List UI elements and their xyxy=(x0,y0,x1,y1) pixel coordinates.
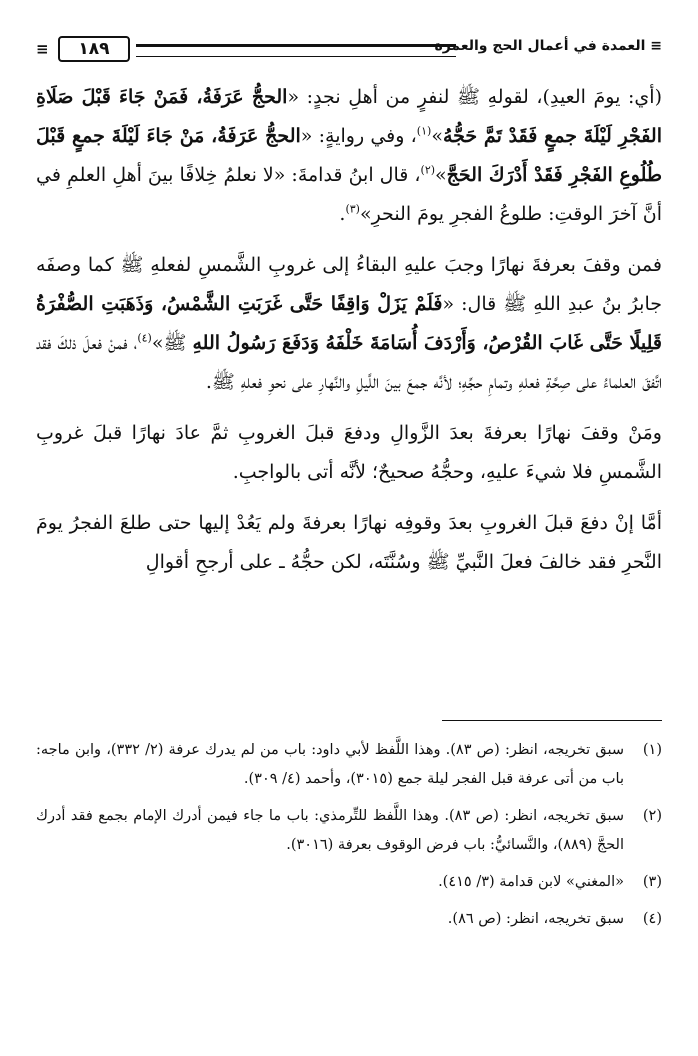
paragraph xyxy=(36,78,662,234)
text-segment: (أي: يومَ العيدِ)، لقولهِ ﷺ لنفرٍ من أهلِ نجدٍ: « xyxy=(287,86,662,108)
footnote-number: (٢) xyxy=(642,808,662,824)
page xyxy=(36,36,662,1026)
footnote-text: «المغني» لابن قدامة (٣/ ٤١٥). xyxy=(438,874,624,890)
footnote-number: (٤) xyxy=(642,911,662,927)
footnote-item xyxy=(36,736,662,794)
text-segment: أمَّا إنْ دفعَ قبلَ الغروبِ بعدَ وقوفِه نهارًا بعرفةَ ولم يَعُدْ إليها حتى طلعَ الفجرُ يومَ النَّحرِ فقد خالفَ فعلَ النَّبيِّ ﷺ وسُنَّتَه، لكن حجُّهُ ـ على أرجحِ أقوالِ xyxy=(36,512,662,573)
footnote-ref: (٢) xyxy=(420,163,436,177)
footnote-separator xyxy=(442,720,662,721)
footnote-ref: (٣) xyxy=(345,202,360,216)
running-header xyxy=(36,36,662,66)
text-segment: ، وفي روايةٍ: « xyxy=(300,125,417,147)
text-segment: ﷺ» xyxy=(151,332,193,354)
footnote-number: (١) xyxy=(642,742,662,758)
text-segment: » xyxy=(431,125,443,147)
text-segment: فمن وقفَ بعرفةَ نهارًا وجبَ عليهِ البقاءُ إلى غروبِ الشَّمسِ لفعلهِ ﷺ كما وصفَه جابرُ بنُ عبدِ اللهِ ﷺ قال: « xyxy=(36,254,662,315)
header-rule xyxy=(136,44,456,57)
footnote-text: سبق تخريجه، انظر: (ص ٨٣). وهذا اللَّفظ لأبي داود: باب من لم يدرك عرفة (٢/ ٣٣٢)، وابن ماجه: باب من أتى عرفة قبل الفجر ليلة جمع (٣٠١٥)، وأحمد (٤/ ٣٠٩). xyxy=(36,742,624,787)
book-title: ≡ العمدة في أعمال الحج والعمرة xyxy=(434,38,662,54)
page-number: ١٨٩ xyxy=(58,36,130,62)
hadith-quote: الحجُّ عَرَفَةُ، مَنْ جَاءَ لَيْلَةَ جمعٍ قَبْلَ طُلُوعِ الفَجْرِ فَقَدْ أَدْرَكَ الحَجَّ xyxy=(36,125,662,186)
text-segment: » xyxy=(435,164,447,186)
main-text xyxy=(36,78,662,582)
footnote-ref: (٤) xyxy=(137,331,152,345)
text-segment: ومَنْ وقفَ نهارًا بعرفةَ بعدَ الزَّوالِ ودفعَ قبلَ الغروبِ ثمَّ عادَ نهارًا قبلَ غروبِ الشَّمسِ فلا شيءَ عليهِ، وحجُّهُ صحيحٌ؛ لأنَّه أتى بالواجبِ. xyxy=(36,422,662,483)
footnote-text: سبق تخريجه، انظر: (ص ٨٦). xyxy=(447,911,624,927)
footnote-item xyxy=(36,802,662,860)
header-bars-icon: ≡ xyxy=(36,40,49,58)
footnote-item xyxy=(36,905,662,934)
paragraph xyxy=(36,246,662,402)
hadith-quote: الحجُّ عَرَفَةُ، فَمَنْ جَاءَ قَبْلَ صَلَاةِ الفَجْرِ لَيْلَةَ جمعٍ فَقَدْ تَمَّ حَجُّهُ xyxy=(36,86,662,147)
footnote-text: سبق تخريجه، انظر: (ص ٨٣). وهذا اللَّفظ للتِّرمذي: باب ما جاء فيمن أدرك الإمام بجمع فقد أدرك الحجَّ (٨٨٩)، والنَّسائيُّ: باب فرض الوقوف بعرفة (٣٠١٦). xyxy=(36,808,624,853)
text-segment: ، فمنْ فعلَ ذلكَ فقد اتَّفقَ العلماءُ على صِحَّةِ فعلهِ وتمامِ حجِّهِ؛ لأنَّه جمعَ بينَ اللَّيلِ والنَّهارِ على نحوِ فعلهِ ﷺ. xyxy=(36,332,662,393)
footnote-ref: (١) xyxy=(416,124,432,138)
paragraph xyxy=(36,414,662,492)
paragraph xyxy=(36,504,662,582)
footnote-item xyxy=(36,868,662,897)
hadith-quote: فَلَمْ يَزَلْ وَاقِفًا حَتَّى غَرَبَتِ الشَّمْسُ، وَذَهَبَتِ الصُّفْرَةُ قَلِيلًا حَتَّى غَابَ القُرْصُ، وَأَرْدَفَ أُسَامَةَ خَلْفَهُ وَدَفَعَ رَسُولُ اللهِ xyxy=(36,293,663,354)
text-segment: . xyxy=(339,203,346,225)
text-segment: ، قال ابنُ قدامةَ: «لا نعلمُ خِلافًا بينَ أهلِ العلمِ في أنَّ آخرَ الوقتِ: طلوعُ الفجرِ يومَ النحرِ» xyxy=(36,164,662,225)
footnotes xyxy=(36,736,662,942)
footnote-number: (٣) xyxy=(642,874,662,890)
